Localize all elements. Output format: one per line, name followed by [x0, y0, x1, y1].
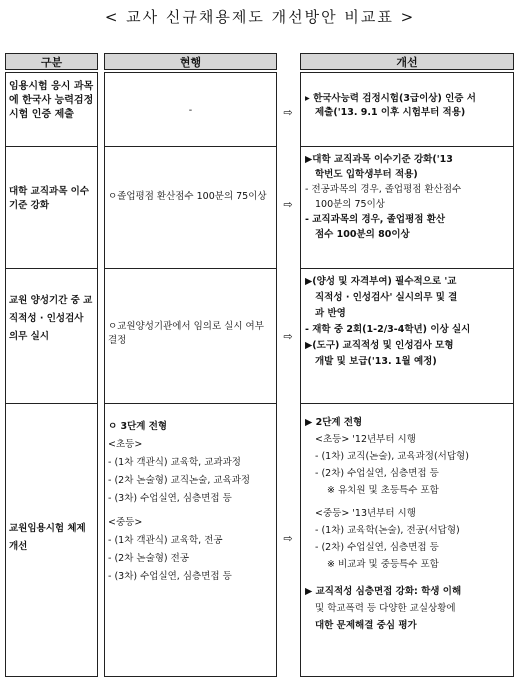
row-divider — [300, 146, 514, 147]
header-improved: 개선 — [300, 53, 514, 70]
row-divider — [5, 268, 98, 269]
row-divider — [104, 146, 277, 147]
arrow-icon: ⇨ — [283, 532, 293, 545]
row-divider — [300, 403, 514, 404]
row4-category: 교원임용시험 체제 개선 — [9, 523, 86, 552]
header-current: 현행 — [104, 53, 277, 70]
row3-current: ㅇ교원양성기관에서 임의로 실시 여부 결정 — [108, 321, 264, 346]
row3-improved: ▶(양성 및 자격부여) 필수적으로 '교 직적성 · 인성검사' 실시의무 및 결 과 반영 - 재학 중 2회(1-2/3-4학년) 이상 실시 ▶(도구) 교직적성 및 인성검사 모형 개발 및 보급('13. 1월 예정) — [305, 276, 471, 367]
row1-improved: ▸ 한국사능력 검정시험(3급이상) 인증 서 제출('13. 9.1 이후 시험부터 적용) — [305, 93, 476, 118]
header-category: 구분 — [5, 53, 98, 70]
row3-category: 교원 양성기간 중 교직적성 · 인성검사 의무 실시 — [9, 295, 93, 342]
row2-current: ㅇ졸업평점 환산점수 100분의 75이상 — [108, 191, 267, 202]
arrow-icon: ⇨ — [283, 106, 293, 119]
current-column — [104, 72, 277, 677]
arrow-icon: ⇨ — [283, 198, 293, 211]
row-divider — [104, 268, 277, 269]
arrow-icon: ⇨ — [283, 330, 293, 343]
row-divider — [5, 403, 98, 404]
row-divider — [5, 146, 98, 147]
category-column — [5, 72, 98, 677]
row2-category: 대학 교직과목 이수 기준 강화 — [9, 186, 90, 211]
row-divider — [104, 403, 277, 404]
row4-improved: ▶ 2단계 전형 <초등> '12년부터 시행 - (1차) 교직(논술), 교육과정(서답형) - (2차) 수업실연, 심층면접 등 ※ 유치원 및 초등특수 포함 <중등> '13년부터 시행 - (1차) 교육학(논술), 전공(서답형) - (2차) 수업실연, 심층면접 등 ※ 비교과 및 중등특수 포함 ▶ 교직적성 심층면접 강화: 학생 이해 및 학교폭력 등 다양한 교실상황에 대한 문제해결 중심 평가 — [305, 417, 469, 631]
row1-current: - — [188, 105, 193, 116]
page-title: < 교사 신규채용제도 개선방안 비교표 > — [104, 8, 416, 26]
row1-category: 임용시험 응시 과목에 한국사 능력검정 시험 인증 제출 — [9, 81, 94, 120]
row-divider — [300, 268, 514, 269]
row4-current: ㅇ 3단계 전형 <초등> - (1차 객관식) 교육학, 교과과정 - (2차 논술형) 교직논술, 교육과정 - (3차) 수업실연, 심층면접 등 <중등> - (1차 객관식) 교육학, 전공 - (2차 논술형) 전공 - (3차) 수업실연, 심층면접 등 — [108, 421, 251, 582]
row2-improved: ▶대학 교직과목 이수기준 강화('13 학번도 입학생부터 적용) - 전공과목의 경우, 졸업평점 환산점수 100분의 75이상 - 교직과목의 경우, 졸업평점 환산 점수 100분의 80이상 — [305, 154, 462, 240]
